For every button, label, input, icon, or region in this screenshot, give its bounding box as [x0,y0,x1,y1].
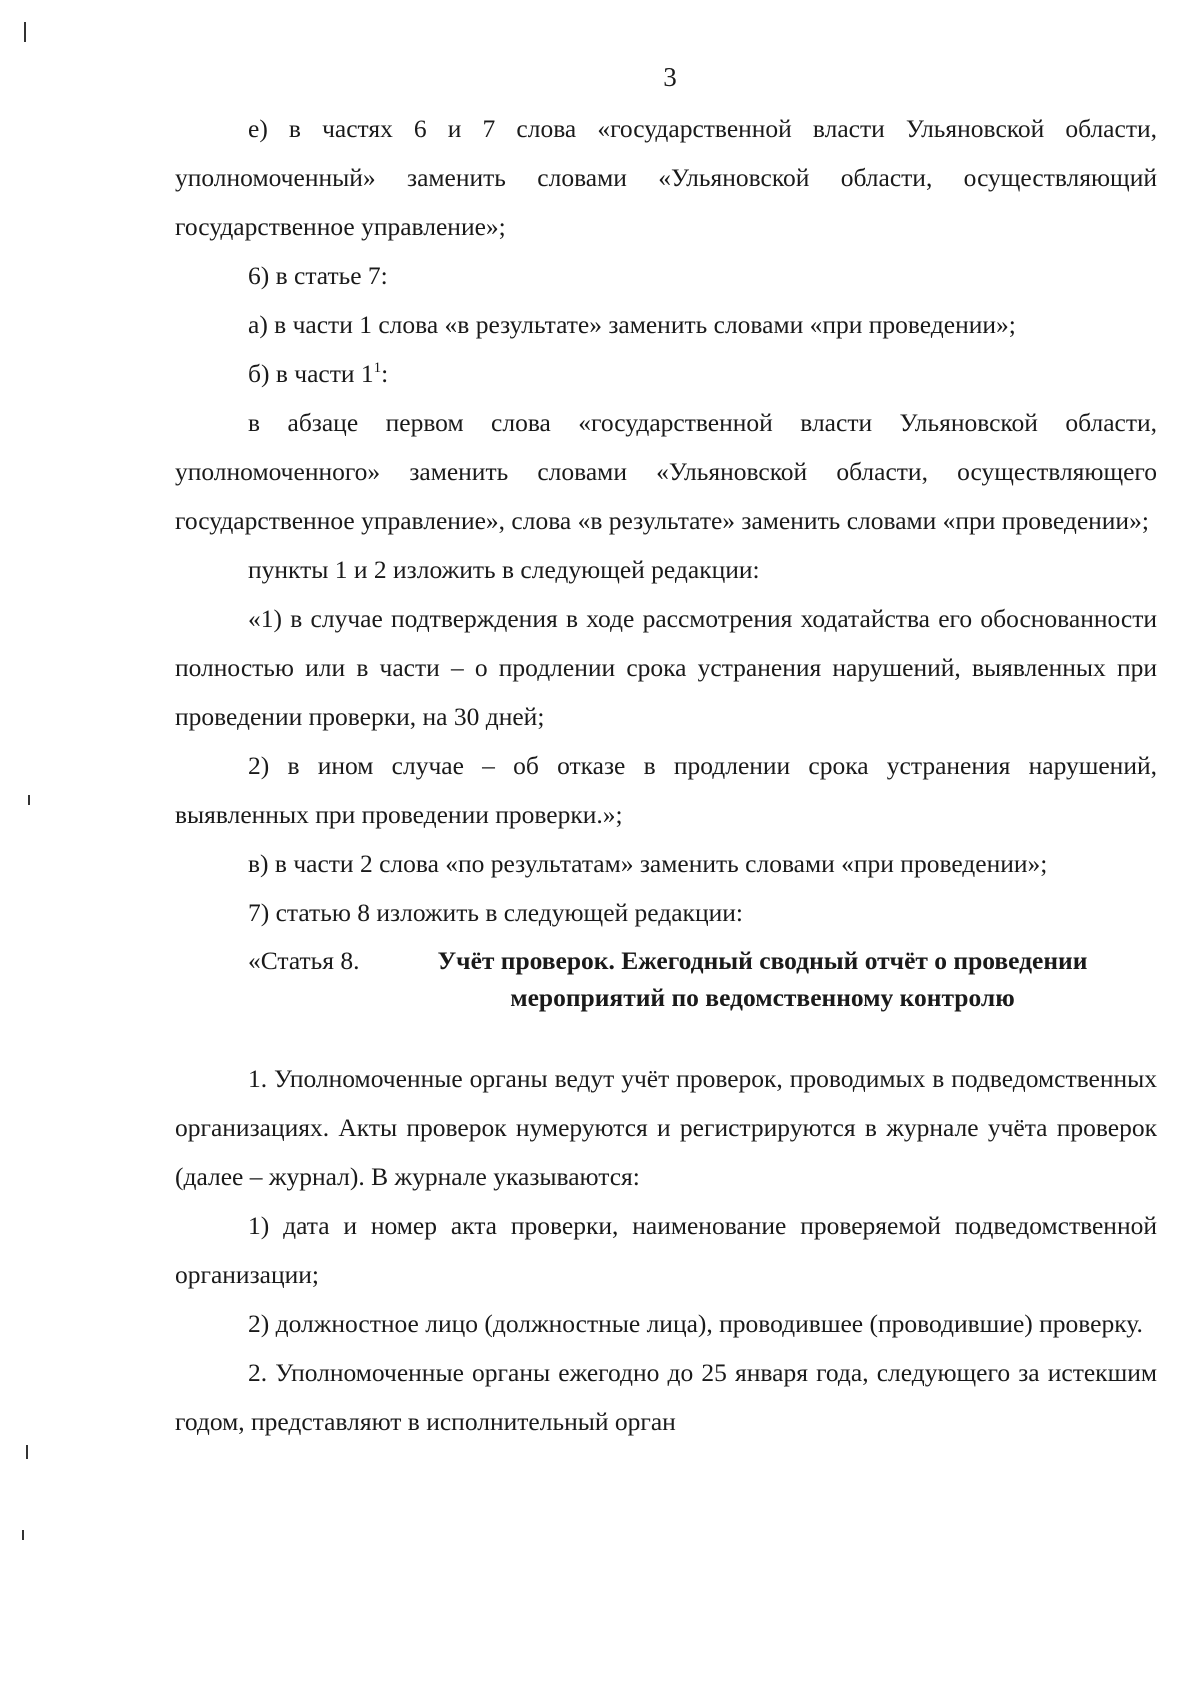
document-body [175,104,1157,1446]
paragraph-journal-item-1: 1) дата и номер акта проверки, наименование проверяемой подведомственной организации; [175,1211,1157,1289]
paragraph-amendment-b-colon: : [381,359,389,388]
paragraph-article-8-part-1: 1. Уполномоченные органы ведут учёт проверок, проводимых в подведомственных организациях. Акты проверок нумеруются и регистрируются в журнале учёта проверок (далее – журнал). В журнале указываются: [175,1064,1157,1191]
scan-speck [22,1530,24,1540]
scan-speck [28,795,30,805]
article-8-heading [175,942,1157,1016]
scan-speck [26,1445,28,1459]
superscript-one: 1 [373,360,382,376]
paragraph-items-intro: пункты 1 и 2 изложить в следующей редакции: [248,555,760,584]
paragraph-amendment-v: в) в части 2 слова «по результатам» заменить словами «при проведении»; [248,849,1048,878]
scan-speck [24,22,26,42]
paragraph-article-7-intro: 6) в статье 7: [248,261,388,290]
paragraph-item-2: 2) в ином случае – об отказе в продлении срока устранения нарушений, выявленных при проведении проверки.»; [175,751,1157,829]
paragraph-journal-item-2: 2) должностное лицо (должностные лица), проводившее (проводившие) проверку. [248,1309,1143,1338]
paragraph-article-8-intro: 7) статью 8 изложить в следующей редакции: [248,898,743,927]
paragraph-article-8-part-2: 2. Уполномоченные органы ежегодно до 25 января года, следующего за истекшим годом, представляют в исполнительный орган [175,1358,1157,1436]
paragraph-first-abzac: в абзаце первом слова «государственной власти Ульяновской области, уполномоченного» заменить словами «Ульяновской области, осуществляющего государственное управление», слова «в результате» заменить словами «при проведении»; [175,408,1157,535]
article-8-title: Учёт проверок. Ежегодный сводный отчёт о проведении мероприятий по ведомственному контролю [437,946,1088,1012]
paragraph-amendment-b [175,349,1157,398]
paragraph-amendment-e: е) в частях 6 и 7 слова «государственной власти Ульяновской области, уполномоченный» заменить словами «Ульяновской области, осуществляющий государственное управление»; [175,114,1157,241]
paragraph-amendment-b-text: б) в части 1 [248,359,374,388]
page-number: 3 [663,62,677,92]
paragraph-item-1: «1) в случае подтверждения в ходе рассмотрения ходатайства его обоснованности полностью или в части – о продлении срока устранения нарушений, выявленных при проведении проверки, на 30 дней; [175,604,1157,731]
paragraph-amendment-a: а) в части 1 слова «в результате» заменить словами «при проведении»; [248,310,1016,339]
article-8-label: «Статья 8. [248,946,366,975]
